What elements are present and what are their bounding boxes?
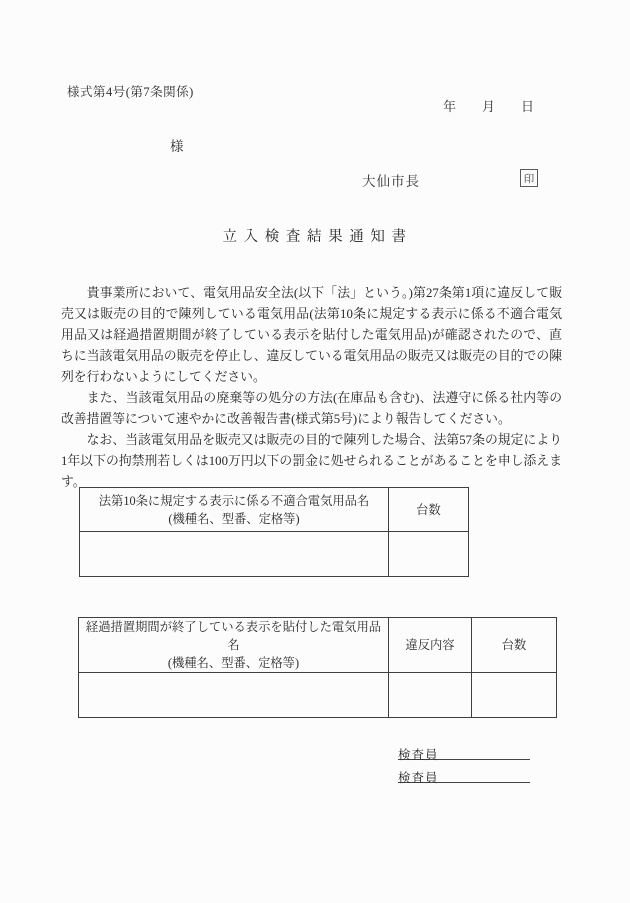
col-header-product-line1: 法第10条に規定する表示に係る不適合電気用品名 [98,493,370,508]
col-header-product [80,488,389,532]
notice-paragraph-3: なお、当該電気用品を販売又は販売の目的で陳列した場合、法第57条の規定により1年以下の拘禁刑若しくは100万円以下の罰金に処せられることがあることを申し添えます。 [61,433,562,489]
quantity-cell [472,673,557,718]
table-header-row [79,618,557,673]
violation-cell [389,673,472,718]
col-header-product [79,618,389,673]
seal-icon: 印 [523,173,535,185]
page-title: 立 入 検 査 結 果 通 知 書 [222,229,408,245]
col-header-quantity: 台数 [389,488,469,532]
inspector-label: 検査員 [398,748,439,762]
date-line: 年 月 日 [443,99,535,114]
seal-stamp-box [520,169,538,187]
inspector-signature-line-1 [398,745,530,760]
table-row [79,673,557,718]
table-row [80,532,469,577]
product-cell [80,532,389,577]
expired-label-products-table [78,617,557,718]
col-header-violation: 違反内容 [389,618,472,673]
notice-body [61,283,562,493]
nonconforming-products-table [79,487,469,577]
product-cell [79,673,389,718]
notice-paragraph-2: また、当該電気用品の廃棄等の処分の方法(在庫品も含む)、法遵守に係る社内等の改善措置等について速やかに改善報告書(様式第5号)により報告してください。 [61,391,562,426]
issuer-name: 大仙市長 [362,174,420,189]
quantity-cell [389,532,469,577]
addressee-suffix: 様 [170,139,184,154]
col-header-quantity: 台数 [472,618,557,673]
inspector-signature-line-2 [398,768,530,783]
form-number: 様式第4号(第7条関係) [67,85,194,99]
notice-paragraph-1: 貴事業所において、電気用品安全法(以下「法」という。)第27条第1項に違反して販売又は販売の目的で陳列している電気用品(法第10条に規定する表示に係る不適合電気用品又は経過措置期間が終了している表示を貼付した電気用品)が確認されたので、直ちに当該電気用品の販売を停止し、違反している電気用品の販売又は販売の目的での陳列を行わないようにしてください。 [61,286,562,384]
col-header-product-line2: (機種名、型番、定格等) [167,656,300,670]
col-header-product-line2: (機種名、型番、定格等) [168,511,300,526]
inspector-label: 検査員 [398,771,439,785]
table-header-row [80,488,469,532]
col-header-product-line1: 経過措置期間が終了している表示を貼付した電気用品名 [85,620,382,652]
